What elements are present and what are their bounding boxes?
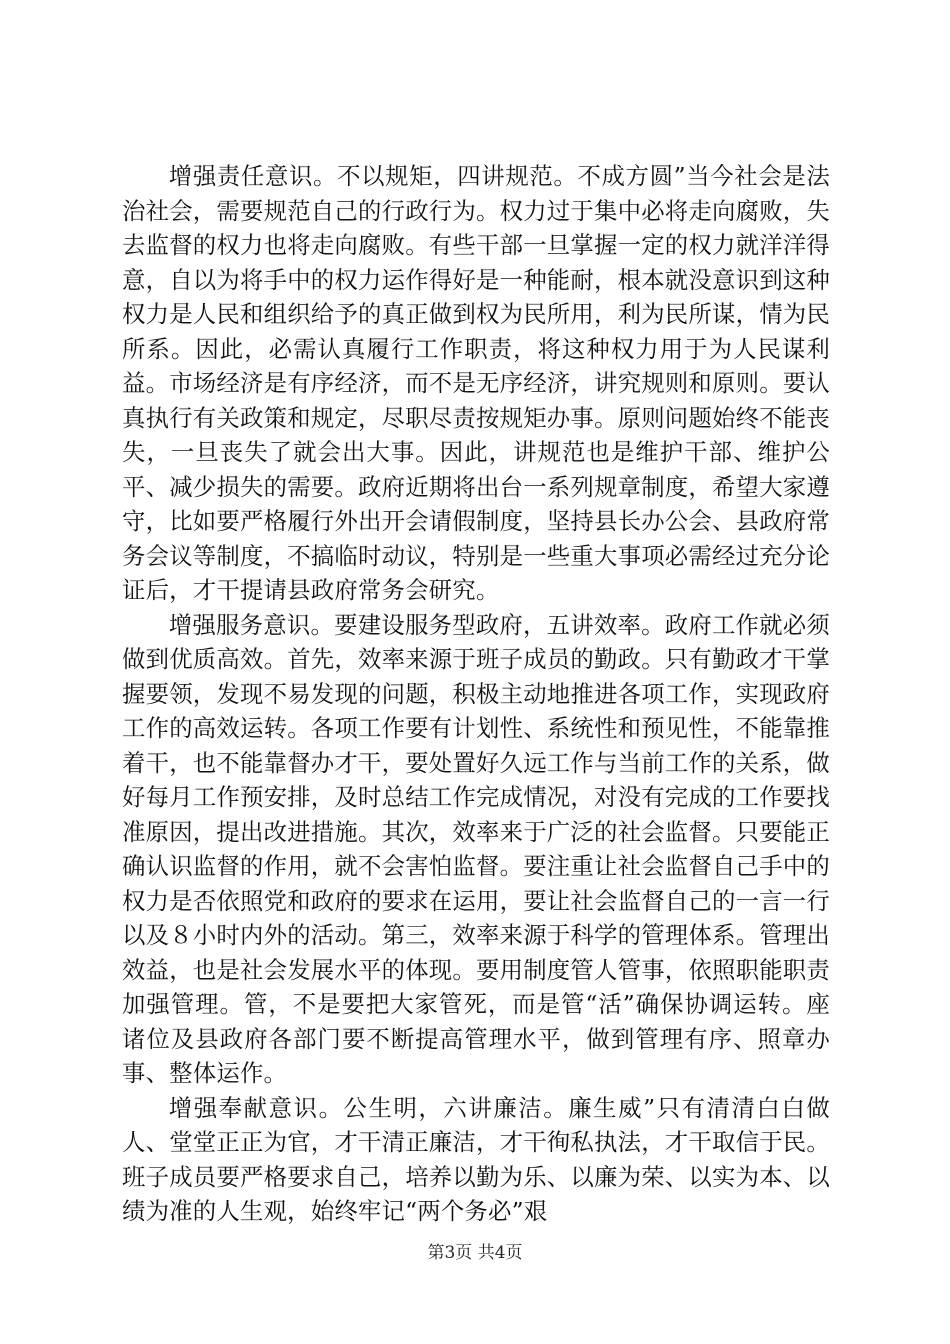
paragraph-service: 增强服务意识。要建设服务型政府，五讲效率。政府工作就必须做到优质高效。首先，效率来源于班子成员的勤政。只有勤政才干掌握要领，发现不易发现的问题，积极主动地推进各项工作，实现政府工作的高效运转。各项工作要有计划性、系统性和预见性，不能靠推着干，也不能靠督办才干，要处置好久远工作与当前工作的关系，做好每月工作预安排，及时总结工作完成情况，对没有完成的工作要找准原因，提出改进措施。其次，效率来于广泛的社会监督。只要能正确认识监督的作用，就不会害怕监督。要注重让社会监督自己手中的权力是否依照党和政府的要求在运用，要让社会监督自己的一言一行以及８小时内外的活动。第三，效率来源于科学的管理体系。管理出效益，也是社会发展水平的体现。要用制度管人管事，依照职能职责加强管理。管，不是要把大家管死，而是管“活”确保协调运转。座诸位及县政府各部门要不断提高管理水平，做到管理有序、照章办事、整体运作。 xyxy=(122,610,830,1087)
page-number-footer: 第3页 共4页 xyxy=(427,1243,523,1263)
body-text xyxy=(122,159,830,1229)
paragraph-responsibility: 增强责任意识。不以规矩，四讲规范。不成方圆”当今社会是法治社会，需要规范自己的行政行为。权力过于集中必将走向腐败，失去监督的权力也将走向腐败。有些干部一旦掌握一定的权力就洋洋得意，自以为将手中的权力运作得好是一种能耐，根本就没意识到这种权力是人民和组织给予的真正做到权为民所用，利为民所谋，情为民所系。因此，必需认真履行工作职责，将这种权力用于为人民谋利益。市场经济是有序经济，而不是无序经济，讲究规则和原则。要认真执行有关政策和规定，尽职尽责按规矩办事。原则问题始终不能丧失，一旦丧失了就会出大事。因此，讲规范也是维护干部、维护公平、减少损失的需要。政府近期将出台一系列规章制度，希望大家遵守，比如要严格履行外出开会请假制度，坚持县长办公会、县政府常务会议等制度，不搞临时动议，特别是一些重大事项必需经过充分论证后，才干提请县政府常务会研究。 xyxy=(122,162,830,604)
paragraph-dedication: 增强奉献意识。公生明，六讲廉洁。廉生威”只有清清白白做人、堂堂正正为官，才干清正廉洁，才干徇私执法，才干取信于民。班子成员要严格要求自己，培养以勤为乐、以廉为荣、以实为本、以绩为准的人生观，始终牢记“两个务必”艰 xyxy=(122,1093,830,1225)
